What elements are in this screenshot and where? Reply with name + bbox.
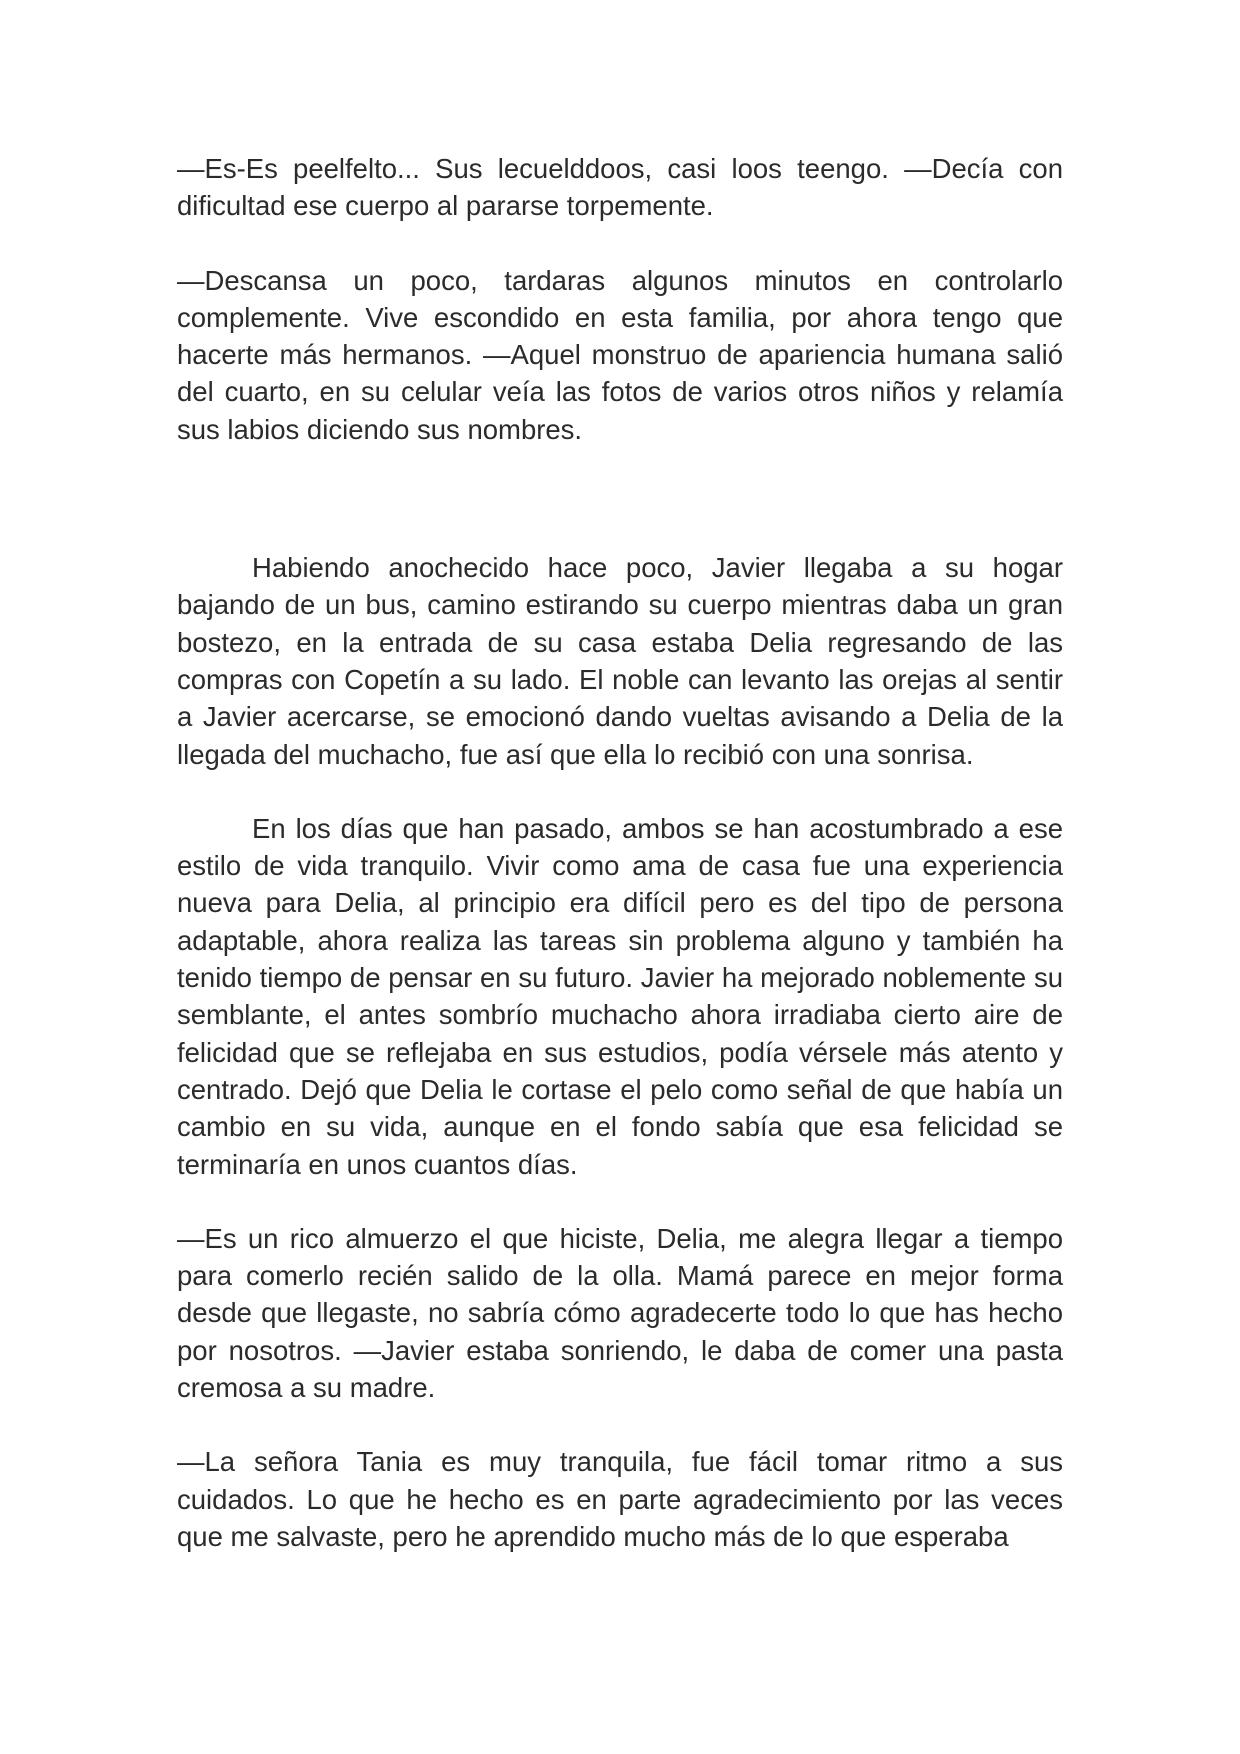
paragraph-dialogue-3: —Es un rico almuerzo el que hiciste, Delia, me alegra llegar a tiempo para comerlo recién salido de la olla. Mamá parece en mejor forma desde que llegaste, no sabría cómo agradecerte todo lo que has hecho por nosotros. —Javier estaba sonriendo, le daba de comer una pasta cremosa a su madre. [177,1222,1063,1404]
paragraph-narration-2: En los días que han pasado, ambos se han acostumbrado a ese estilo de vida tranquilo. Vivir como ama de casa fue una experiencia nueva para Delia, al principio era difícil pero es del tipo de persona adaptable, ahora realiza las tareas sin problema alguno y también ha tenido tiempo de pensar en su futuro. Javier ha mejorado noblemente su semblante, el antes sombrío muchacho ahora irradiaba cierto aire de felicidad que se reflejaba en sus estudios, podía vérsele más atento y centrado. Dejó que Delia le cortase el pelo como señal de que había un cambio en su vida, aunque en el fondo sabía que esa felicidad se terminaría en unos cuantos días. [177,812,1063,1180]
paragraph-dialogue-4: —La señora Tania es muy tranquila, fue fácil tomar ritmo a sus cuidados. Lo que he hecho es en parte agradecimiento por las veces que me salvaste, pero he aprendido mucho más de lo que esperaba [177,1446,1063,1552]
paragraph-narration-1: Habiendo anochecido hace poco, Javier llegaba a su hogar bajando de un bus, camino estirando su cuerpo mientras daba un gran bostezo, en la entrada de su casa estaba Delia regresando de las compras con Copetín a su lado. El noble can levanto las orejas al sentir a Javier acercarse, se emocionó dando vueltas avisando a Delia de la llegada del muchacho, fue así que ella lo recibió con una sonrisa. [177,552,1063,770]
paragraph-dialogue-2: —Descansa un poco, tardaras algunos minutos en controlarlo complemente. Vive escondido en esta familia, por ahora tengo que hacerte más hermanos. —Aquel monstruo de apariencia humana salió del cuarto, en su celular veía las fotos de varios otros niños y relamía sus labios diciendo sus nombres. [177,264,1063,445]
document-page [177,150,1063,1555]
paragraph-dialogue-1: —Es-Es peelfelto... Sus lecuelddoos, casi loos teengo. —Decía con dificultad ese cuerpo al pararse torpemente. [177,153,1063,222]
